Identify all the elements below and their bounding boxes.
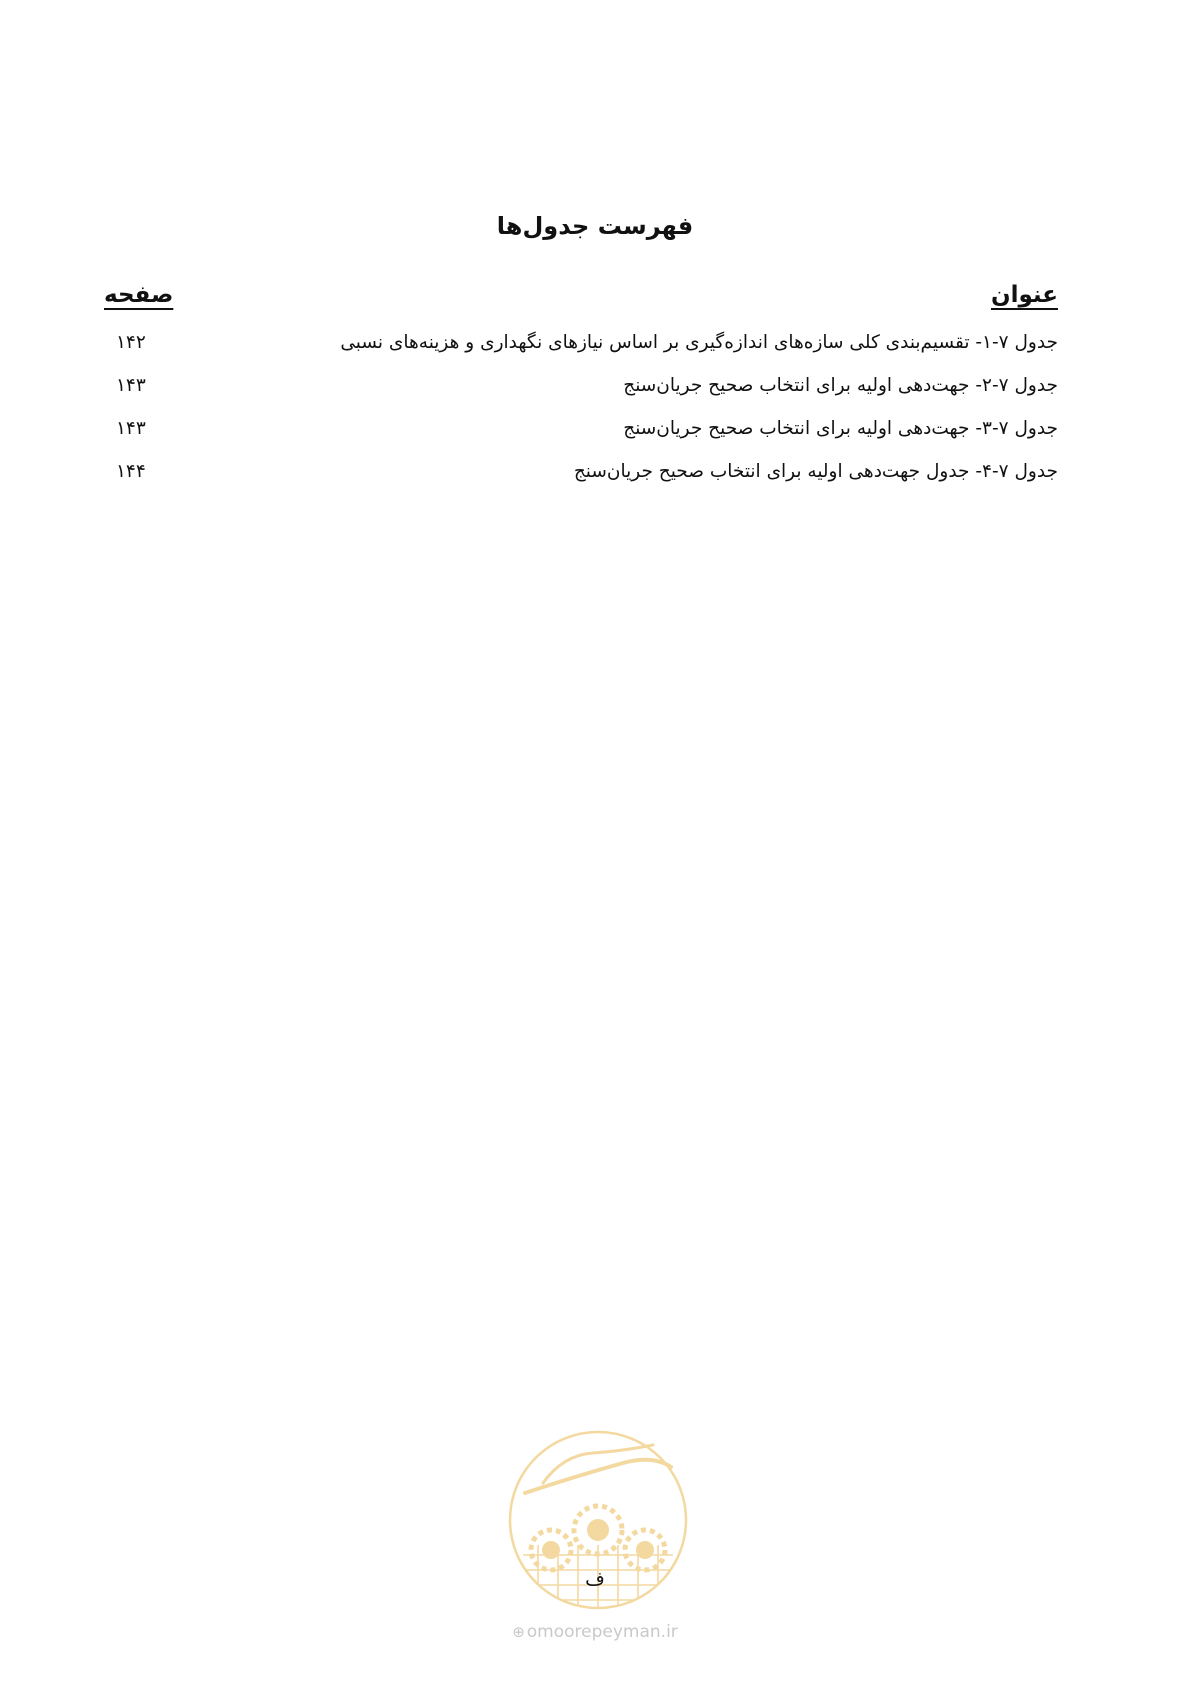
globe-icon: ⊕ bbox=[512, 1623, 525, 1641]
toc-row[interactable] bbox=[104, 451, 1058, 494]
header-page-column: صفحه bbox=[104, 282, 174, 308]
toc-entry-title[interactable]: جدول ۷-۴- جدول جهت‌دهی اولیه برای انتخاب صحیح جریان‌سنج bbox=[573, 461, 1058, 482]
toc-entry-page: ۱۴۳ bbox=[116, 375, 146, 396]
toc-row[interactable] bbox=[104, 365, 1058, 408]
page-number: ف bbox=[585, 1568, 605, 1590]
table-of-tables bbox=[104, 282, 1058, 494]
page-title: فهرست جدول‌ها bbox=[496, 212, 694, 240]
header-title-column: عنوان bbox=[990, 282, 1058, 308]
toc-header bbox=[104, 282, 1058, 322]
watermark-url-text: omoorepeyman.ir bbox=[526, 1622, 678, 1642]
toc-row[interactable] bbox=[104, 322, 1058, 365]
toc-entry-title[interactable]: جدول ۷-۱- تقسیم‌بندی کلی سازه‌های اندازه‌گیری بر اساس نیازهای نگهداری و هزینه‌های نسبی bbox=[340, 332, 1058, 353]
toc-list bbox=[104, 322, 1058, 494]
toc-entry-page: ۱۴۲ bbox=[116, 332, 146, 353]
toc-entry-page: ۱۴۳ bbox=[116, 418, 146, 439]
toc-row[interactable] bbox=[104, 408, 1058, 451]
toc-entry-title[interactable]: جدول ۷-۳- جهت‌دهی اولیه برای انتخاب صحیح جریان‌سنج bbox=[623, 418, 1058, 439]
toc-entry-title[interactable]: جدول ۷-۲- جهت‌دهی اولیه برای انتخاب صحیح جریان‌سنج bbox=[623, 375, 1058, 396]
watermark-url bbox=[0, 1622, 1190, 1642]
toc-entry-page: ۱۴۴ bbox=[116, 461, 146, 482]
